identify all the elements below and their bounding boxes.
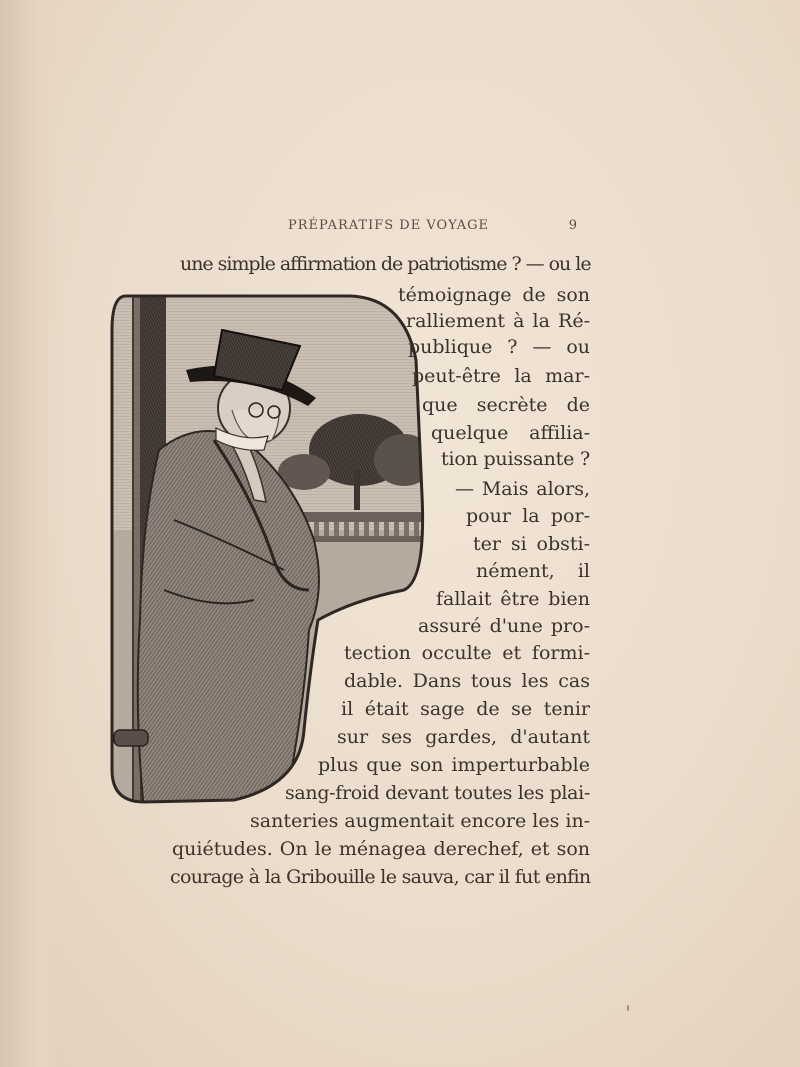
text-line: une simple affirmation de patriotisme ? — ou le — [180, 253, 591, 275]
running-title: PRÉPARATIFS DE VOYAGE — [288, 218, 489, 233]
text-line: sang-froid devant toutes les plai- — [285, 782, 590, 804]
paper-speck — [627, 1005, 629, 1011]
text-line: ralliement à la Ré- — [406, 310, 590, 332]
text-line: sur ses gardes, d'autant — [337, 726, 590, 748]
text-line: peut-être la mar- — [412, 365, 590, 387]
text-line: il était sage de se tenir — [341, 698, 590, 720]
text-line: quelque affilia- — [431, 422, 590, 444]
text-line: plus que son imperturbable — [318, 754, 590, 776]
text-line: courage à la Gribouille le sauva, car il fut enfin — [170, 866, 591, 888]
text-line: ter si obsti- — [473, 533, 590, 555]
text-line: assuré d'une pro- — [418, 615, 590, 637]
text-line: publique ? — ou — [408, 336, 590, 358]
text-line: dable. Dans tous les cas — [344, 670, 590, 692]
text-line: que secrète de — [422, 394, 590, 416]
text-line: fallait être bien — [436, 588, 590, 610]
text-line: nément, il — [476, 560, 590, 582]
text-line: santeries augmentait encore les in- — [250, 810, 591, 832]
text-line: témoignage de son — [398, 284, 590, 306]
text-line: tion puissante ? — [441, 448, 590, 470]
text-line: quiétudes. On le ménagea derechef, et son — [172, 838, 590, 860]
text-line: pour la por- — [466, 505, 590, 527]
page-gutter-shadow — [0, 0, 58, 1067]
text-line: tection occulte et formi- — [344, 642, 590, 664]
text-line: — Mais alors, — [455, 478, 590, 500]
running-header — [288, 218, 578, 238]
page-number: 9 — [568, 218, 578, 233]
